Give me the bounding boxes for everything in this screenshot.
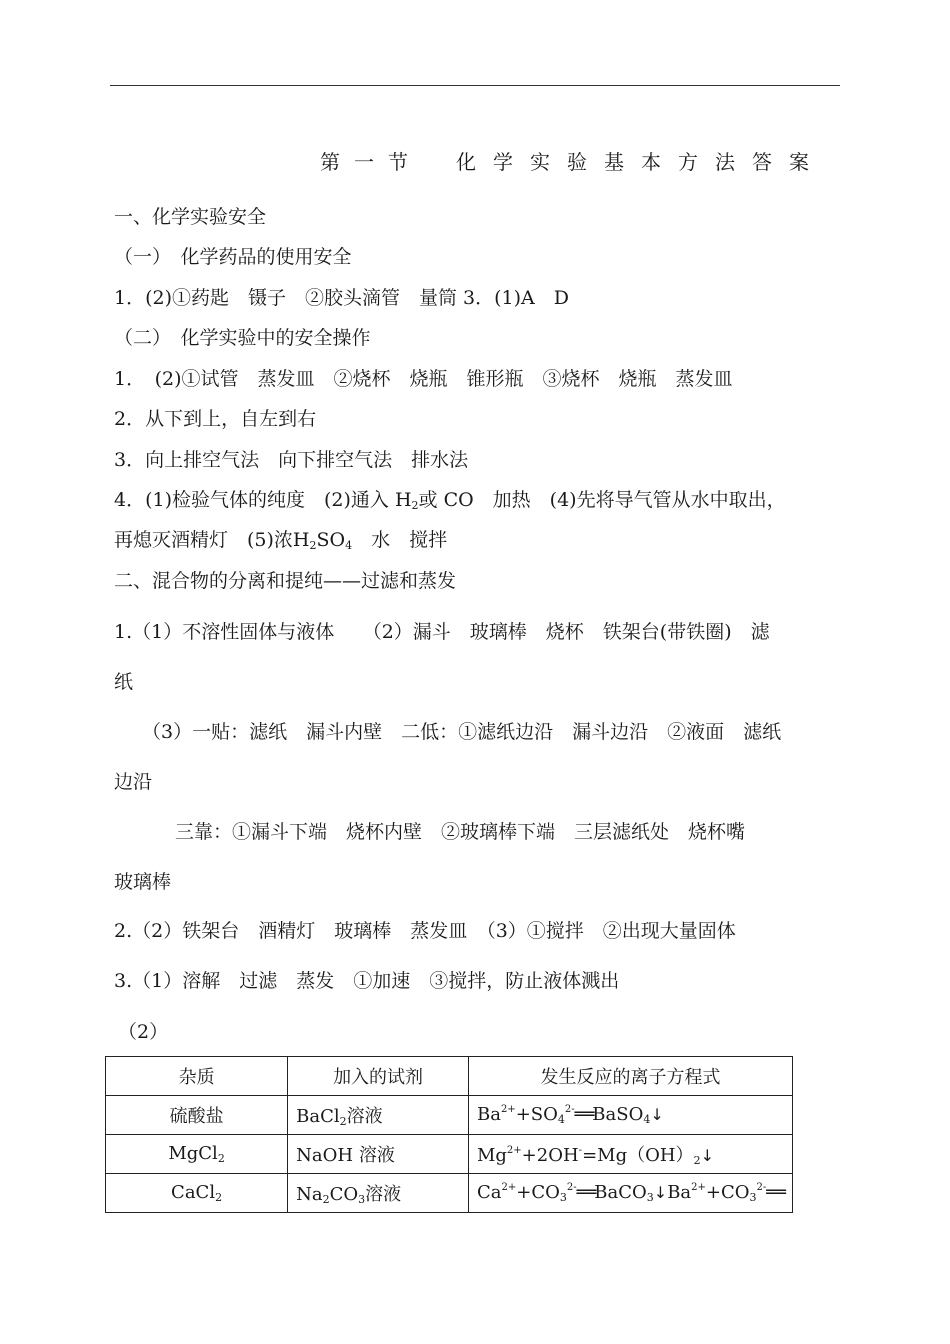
answer-line: 1．(2)①药匙 镊子 ②胶头滴管 量筒 3．(1)A D (114, 287, 569, 309)
equation-cell: $Mg^{2+}+2OH^-=Mg(OH)_2↓$ (468, 1135, 792, 1174)
table-header-row (106, 1057, 793, 1096)
title-section: 第一节 (320, 150, 422, 174)
title-topic: 化学实验基本方法答案 (456, 150, 826, 174)
page-title (320, 146, 840, 175)
equation-cell: $Ba^{2+}+SO_4^{2-}══BaSO_4↓$ (468, 1096, 792, 1135)
answer-line: 3.（1）溶解 过滤 蒸发 ①加速 ③搅拌，防止液体溅出 (114, 970, 620, 992)
answer-line: （3）一贴：滤纸 漏斗内壁 二低：①滤纸边沿 漏斗边沿 ②液面 滤纸 (142, 721, 782, 743)
reagent-cell: BaCl$_2$溶液 (288, 1096, 469, 1135)
answer-line: 1． (2)①试管 蒸发皿 ②烧杯 烧瓶 锥形瓶 ③烧杯 烧瓶 蒸发皿 (114, 368, 733, 390)
answer-line: 纸 (114, 671, 134, 693)
answer-line: 3．向上排空气法 向下排空气法 排水法 (114, 449, 469, 471)
header-rule (110, 85, 840, 86)
table-row (106, 1096, 793, 1135)
table-header-cell: 加入的试剂 (288, 1057, 469, 1096)
reagent-cell: $Na_2CO_3$溶液 (288, 1174, 469, 1213)
heading-1: 一、化学实验安全 (114, 206, 267, 228)
subheading-2: （二） 化学实验中的安全操作 (114, 327, 371, 349)
subheading-1: （一） 化学药品的使用安全 (114, 246, 352, 268)
table-row (106, 1174, 793, 1213)
impurity-cell: 硫酸盐 (106, 1096, 288, 1135)
answer-line: 1.（1）不溶性固体与液体 （2）漏斗 玻璃棒 烧杯 铁架台(带铁圈) 滤 (114, 621, 770, 643)
answer-line: 再熄灭酒精灯 (5)浓$H_2SO_4$ 水 搅拌 (114, 529, 448, 552)
answer-line: 边沿 (114, 771, 153, 793)
answer-line: 玻璃棒 (114, 871, 172, 893)
answer-line: 2.（2）铁架台 酒精灯 玻璃棒 蒸发皿 （3）①搅拌 ②出现大量固体 (114, 920, 736, 942)
reagent-cell: NaOH 溶液 (288, 1135, 469, 1174)
impurity-cell: CaCl$_2$ (106, 1174, 288, 1213)
table-header-cell: 杂质 (106, 1057, 288, 1096)
heading-2: 二、混合物的分离和提纯——过滤和蒸发 (114, 570, 457, 592)
impurity-cell: MgCl$_2$ (106, 1135, 288, 1174)
answer-line: 三靠：①漏斗下端 烧杯内壁 ②玻璃棒下端 三层滤纸处 烧杯嘴 (175, 821, 746, 843)
answer-line: （2） (118, 1021, 169, 1043)
table-header-cell: 发生反应的离子方程式 (468, 1057, 792, 1096)
equation-cell: $Ca^{2+}+CO_3^{2-}══BaCO_3↓Ba^{2+}+CO_3^{2-}══$ (468, 1174, 792, 1213)
answer-line: 4．(1)检验气体的纯度 (2)通入 $H_2$或 CO 加热 (4)先将导气管从水中取出， (114, 489, 786, 512)
answer-line: 2．从下到上，自左到右 (114, 408, 317, 430)
table-row (106, 1135, 793, 1174)
impurity-table (105, 1056, 793, 1213)
